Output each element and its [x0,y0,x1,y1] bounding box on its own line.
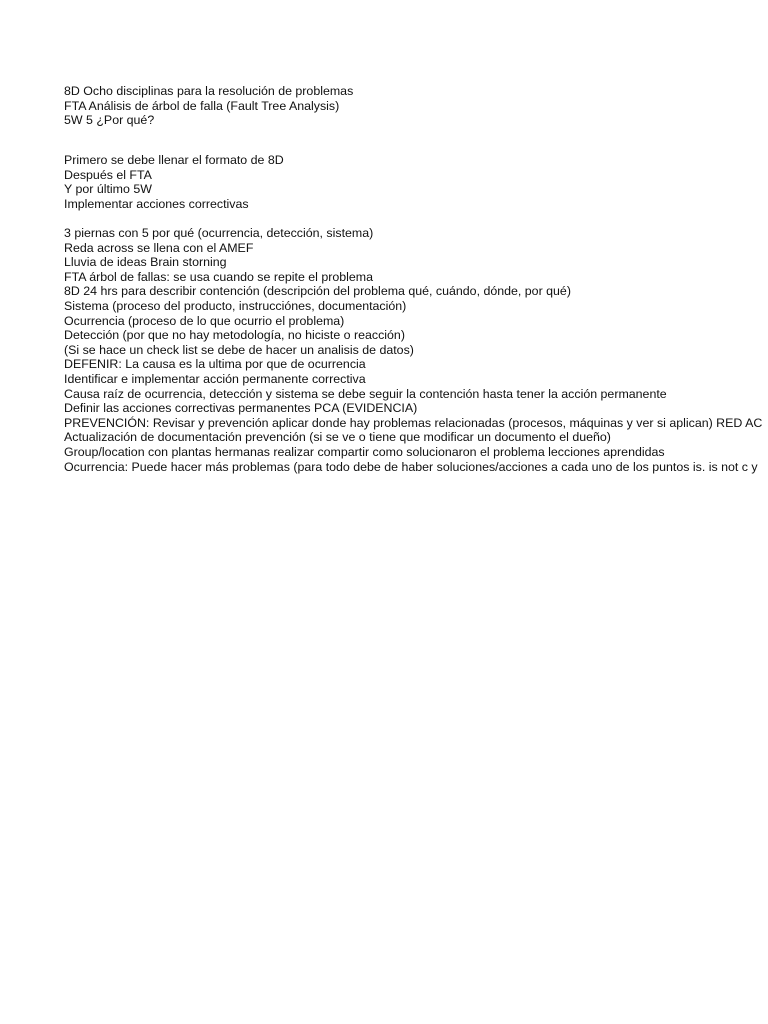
text-line: (Si se hace un check list se debe de hacer un analisis de datos) [64,342,414,357]
notes-block [64,226,768,474]
text-line: Implementar acciones correctivas [64,196,249,211]
text-line: Definir las acciones correctivas permanentes PCA (EVIDENCIA) [64,401,418,416]
text-line: FTA árbol de fallas: se usa cuando se repite el problema [64,269,374,284]
text-line: 8D Ocho disciplinas para la resolución de problemas [64,84,354,98]
text-line: DEFENIR: La causa es la ultima por que de ocurrencia [64,357,366,372]
text-line: Lluvia de ideas Brain storning [64,255,227,270]
text-line: 8D 24 hrs para describir contención (descripción del problema qué, cuándo, dónde, por qué) [64,284,571,299]
text-line: Group/location con plantas hermanas realizar compartir como solucionaron el problema lecciones aprendidas [64,444,665,459]
text-line: 5W 5 ¿Por qué? [64,113,155,128]
intro-definitions-block [64,84,768,128]
text-line: PREVENCIÓN: Revisar y prevención aplicar donde hay problemas relacionadas (procesos, máquinas y ver si aplican) RED AC [64,415,763,430]
text-line: FTA Análisis de árbol de falla (Fault Tree Analysis) [64,98,340,113]
text-line: Actualización de documentación prevención (si se ve o tiene que modificar un documento el dueño) [64,430,611,445]
text-line: Ocurrencia (proceso de lo que ocurrio el problema) [64,313,345,328]
text-line: Sistema (proceso del producto, instrucciónes, documentación) [64,298,407,313]
procedure-order-block [64,153,768,211]
text-line: Reda across se llena con el AMEF [64,240,254,255]
text-line: Identificar e implementar acción permanente correctiva [64,371,366,386]
text-line: Después el FTA [64,167,152,182]
text-line: 3 piernas con 5 por qué (ocurrencia, detección, sistema) [64,226,374,240]
text-line: Y por último 5W [64,182,152,197]
text-line: Ocurrencia: Puede hacer más problemas (para todo debe de haber soluciones/acciones a cada uno de los puntos is. is not c y [64,459,758,474]
text-line: Detección (por que no hay metodología, no hiciste o reacción) [64,328,405,343]
text-line: Causa raíz de ocurrencia, detección y sistema se debe seguir la contención hasta tener la acción permanente [64,386,667,401]
text-line: Primero se debe llenar el formato de 8D [64,153,284,167]
